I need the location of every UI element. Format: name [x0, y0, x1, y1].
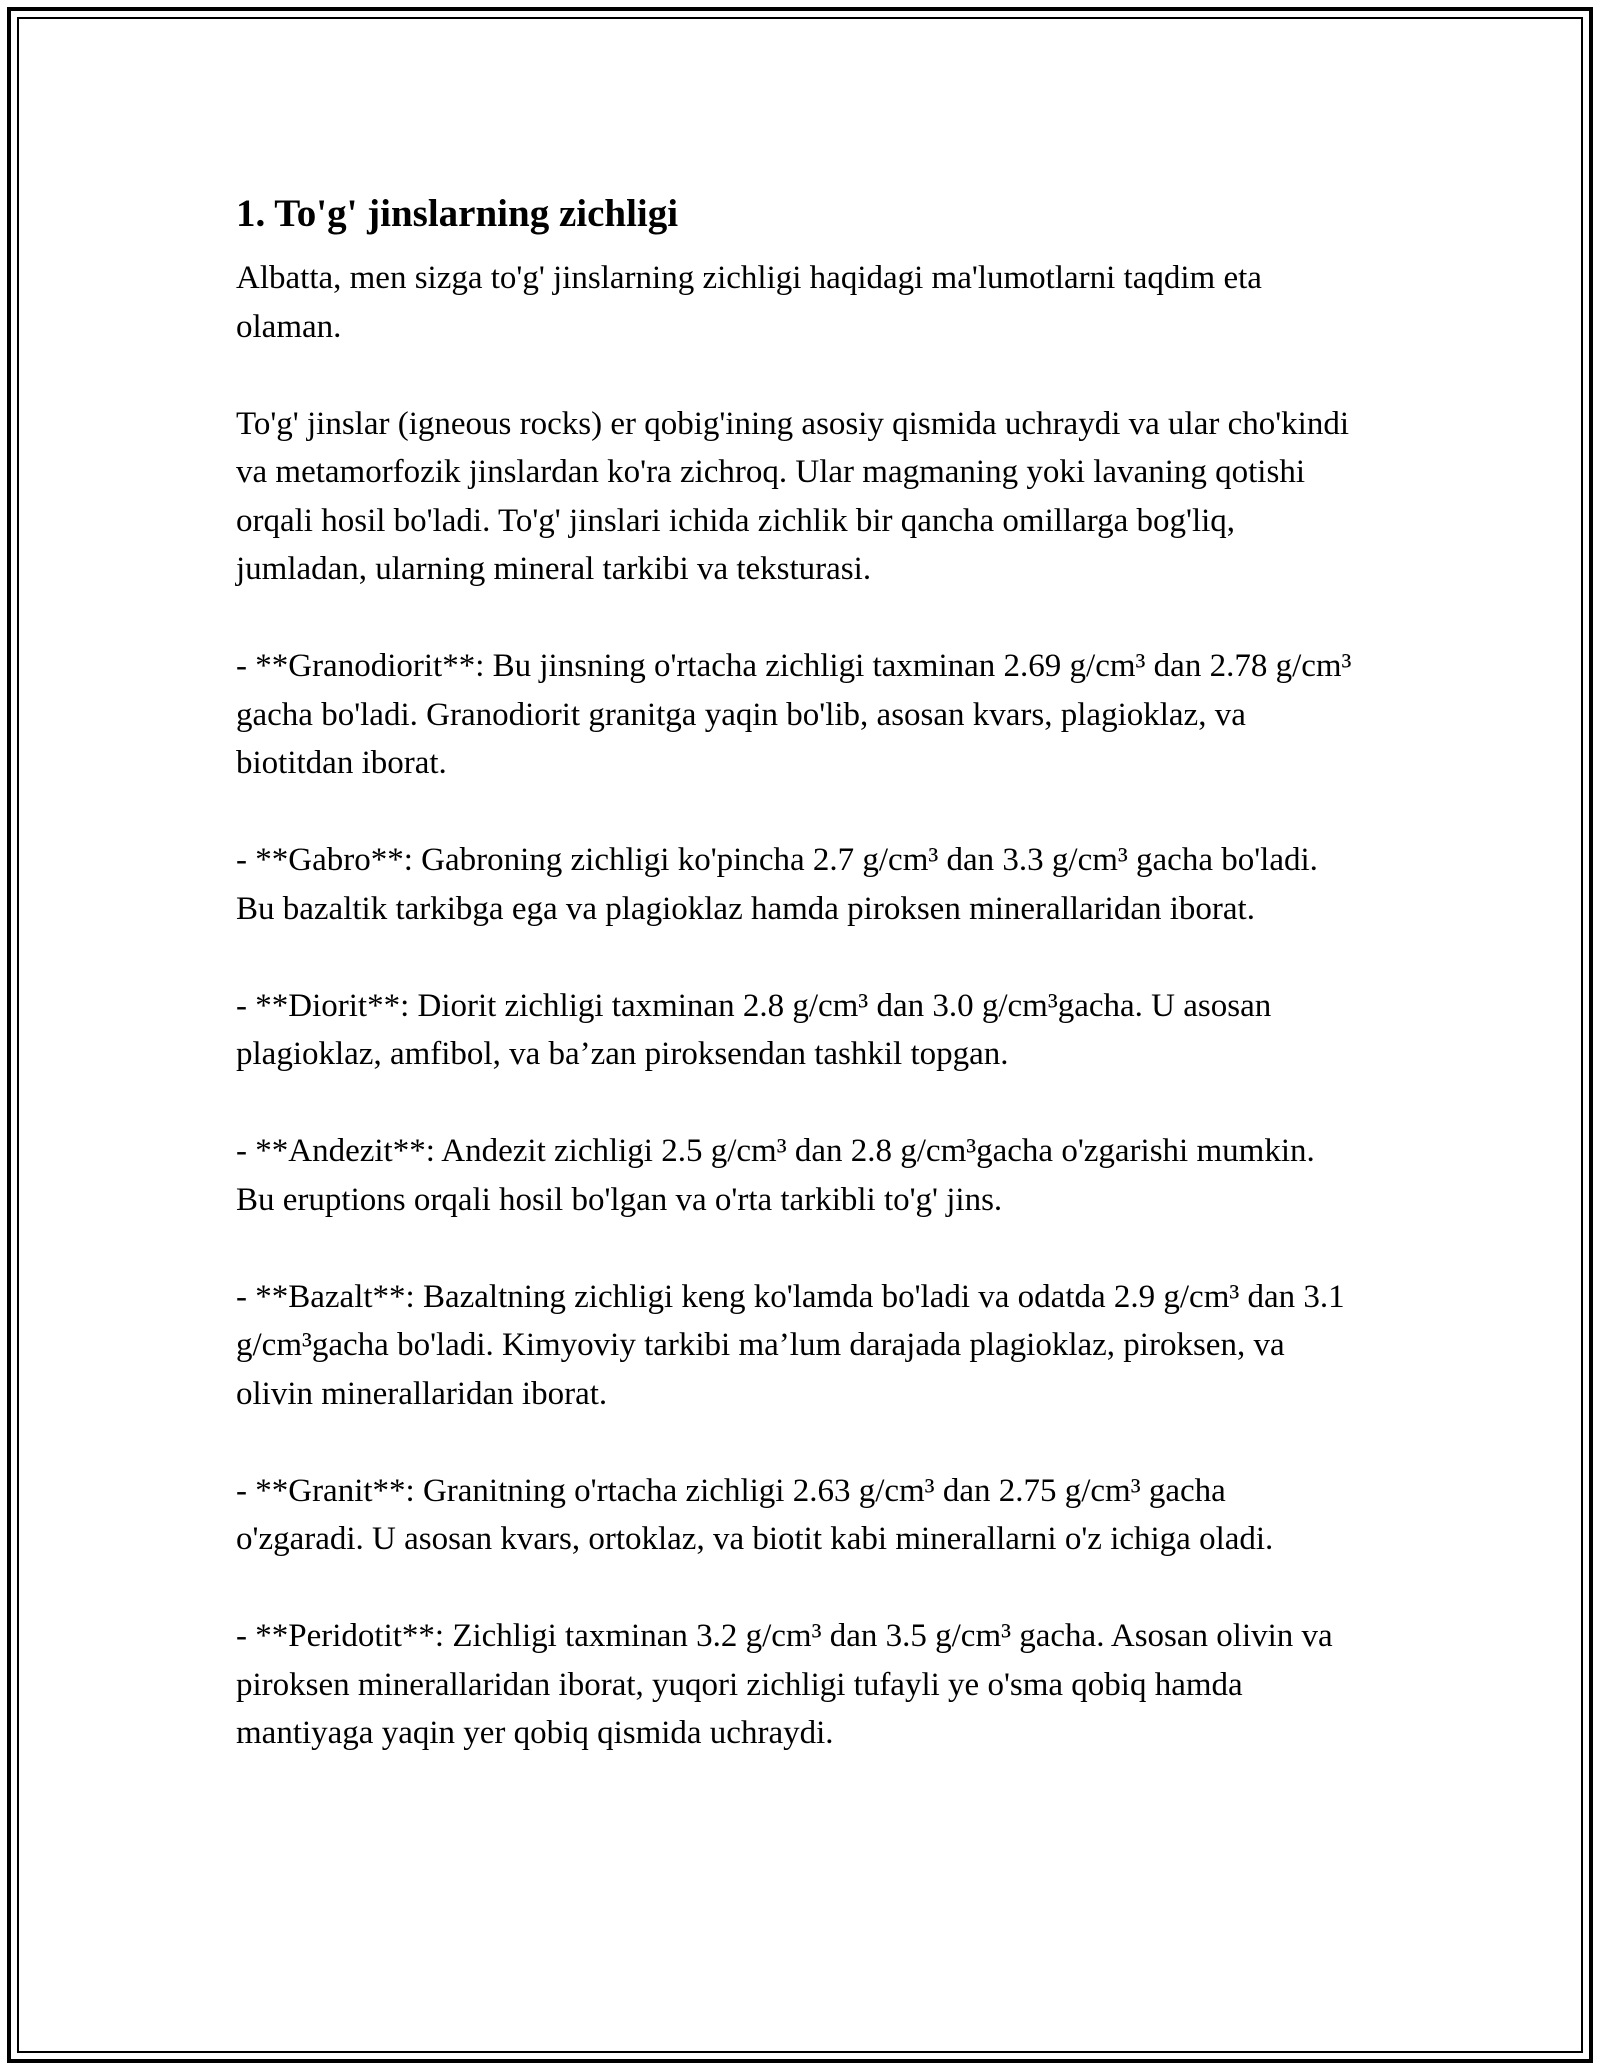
list-item-granodiorit: - **Granodiorit**: Bu jinsning o'rtacha zichligi taxminan 2.69 g/cm³ dan 2.78 g/cm³ gacha bo'ladi. Granodiorit granitga yaqin bo'lib, asosan kvars, plagioklaz, va biotitdan iborat.	[236, 648, 1360, 781]
list-item-bazalt: - **Bazalt**: Bazaltning zichligi keng ko'lamda bo'ladi va odatda 2.9 g/cm³ dan 3.1 g/cm³gacha bo'ladi. Kimyoviy tarkibi ma’lum darajada plagioklaz, piroksen, va olivin minerallaridan iborat.	[236, 1278, 1353, 1412]
paragraph-intro: Albatta, men sizga to'g' jinslarning zichligi haqidagi ma'lumotlarni taqdim eta olaman.	[236, 260, 1271, 345]
list-item-andezit: - **Andezit**: Andezit zichligi 2.5 g/cm³ dan 2.8 g/cm³gacha o'zgarishi mumkin. Bu eruptions orqali hosil bo'lgan va o'rta tarkibli to'g' jins.	[236, 1133, 1323, 1218]
paragraph-overview: To'g' jinslar (igneous rocks) er qobig'ining asosiy qismida uchraydi va ular cho'kindi va metamorfozik jinslardan ko'ra zichroq. Ular magmaning yoki lavaning qotishi orqali hosil bo'ladi. To'g' jinslari ichida zichlik bir qancha omillarga bog'liq, jumladan, ularning mineral tarkibi va teksturasi.	[236, 405, 1358, 587]
list-item-diorit: - **Diorit**: Diorit zichligi taxminan 2.8 g/cm³ dan 3.0 g/cm³gacha. U asosan plagioklaz, amfibol, va ba’zan piroksendan tashkil topgan.	[236, 987, 1280, 1072]
document-title: 1. To'g' jinslarning zichligi	[236, 192, 679, 235]
list-item-granit: - **Granit**: Granitning o'rtacha zichligi 2.63 g/cm³ dan 2.75 g/cm³ gacha o'zgaradi. U asosan kvars, ortoklaz, va biotit kabi minerallarni o'z ichiga oladi.	[236, 1472, 1274, 1557]
document-body	[236, 186, 1360, 1806]
list-item-peridotit: - **Peridotit**: Zichligi taxminan 3.2 g/cm³ dan 3.5 g/cm³ gacha. Asosan olivin va piroksen minerallaridan iborat, yuqori zichligi tufayli ye o'sma qobiq hamda mantiyaga yaqin yer qobiq qismida uchraydi.	[236, 1618, 1341, 1751]
list-item-gabro: - **Gabro**: Gabroning zichligi ko'pincha 2.7 g/cm³ dan 3.3 g/cm³ gacha bo'ladi. Bu bazaltik tarkibga ega va plagioklaz hamda piroksen minerallaridan iborat.	[236, 842, 1327, 927]
